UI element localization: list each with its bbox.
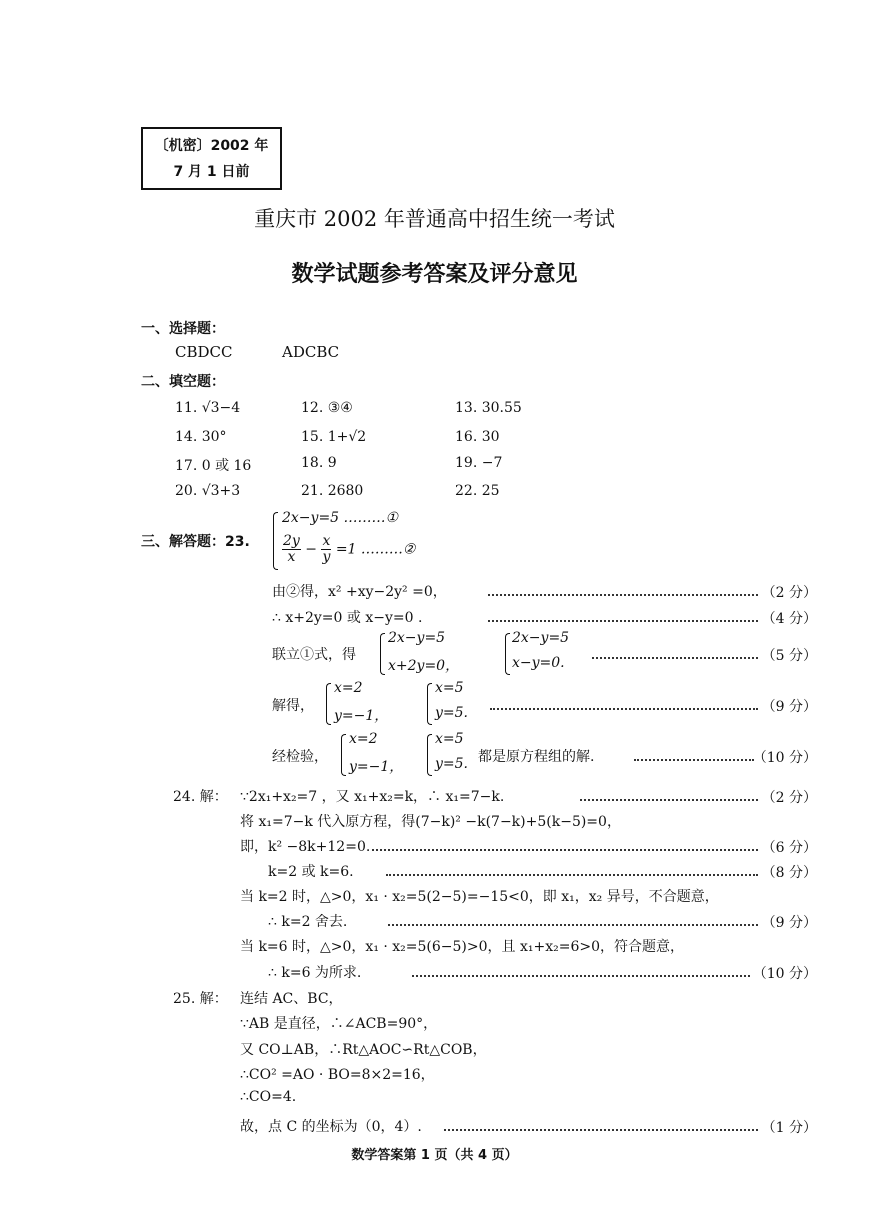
minus-sign: − — [305, 541, 318, 558]
system-eq: y=5. — [435, 705, 468, 721]
leader-dots — [592, 657, 758, 659]
q25-label: 25. 解： — [173, 991, 228, 1007]
q25-line: ∵AB 是直径，∴∠ACB=90°， — [240, 1016, 438, 1032]
score: （1 分） — [761, 1120, 817, 1136]
fill-answer: 21. 2680 — [301, 483, 364, 499]
q23-step4-label: 解得， — [272, 698, 314, 714]
page-footer: 数学答案第 1 页（共 4 页） — [351, 1148, 518, 1163]
frac-den: x — [287, 549, 296, 565]
q24-line: 将 x₁=7−k 代入原方程，得(7−k)² −k(7−k)+5(k−5)=0， — [240, 814, 621, 830]
score: （2 分） — [761, 585, 817, 601]
system-eq: y=−1， — [334, 708, 389, 724]
leader-dots — [634, 759, 754, 761]
section1-heading: 一、选择题： — [141, 321, 225, 337]
fill-answer: 16. 30 — [455, 429, 500, 445]
system-brace — [326, 683, 331, 725]
score: （9 分） — [761, 699, 817, 715]
leader-dots — [412, 975, 750, 977]
fill-answer: 13. 30.55 — [455, 400, 522, 416]
system-brace — [380, 633, 385, 675]
q25-line: 故，点 C 的坐标为（0，4）. — [240, 1119, 422, 1135]
system-brace — [427, 683, 432, 725]
fill-answer: 14. 30° — [175, 429, 227, 445]
score: （6 分） — [761, 840, 817, 856]
system-brace — [505, 633, 510, 675]
leader-dots — [580, 799, 758, 801]
choice-answers-a: CBDCC — [175, 343, 233, 361]
system-eq: x=5 — [435, 680, 464, 696]
section2-heading: 二、填空题： — [141, 374, 225, 390]
q23-step2: ∴ x+2y=0 或 x−y=0 . — [272, 610, 423, 626]
system-eq: x=2 — [349, 731, 378, 747]
q25-line: ∴CO=4. — [240, 1089, 297, 1105]
q24-line: ∴ k=6 为所求. — [268, 965, 362, 981]
q24-line: k=2 或 k=6. — [268, 864, 354, 880]
q23-step5-tail: 都是原方程组的解. — [478, 749, 595, 765]
q23-step1: 由②得，x² +xy−2y² =0， — [272, 584, 447, 600]
fill-answer: 20. √3+3 — [175, 483, 241, 499]
fill-answer: 19. −7 — [455, 455, 503, 471]
system-eq: x=5 — [435, 731, 464, 747]
score: （10 分） — [752, 966, 817, 982]
confidential-stamp — [141, 127, 282, 190]
score: （8 分） — [761, 865, 817, 881]
score: （2 分） — [761, 790, 817, 806]
leader-dots — [372, 849, 758, 851]
fill-answer: 18. 9 — [301, 455, 337, 471]
q24-line: 即，k² −8k+12=0. — [240, 839, 371, 855]
system-eq: x=2 — [334, 680, 363, 696]
leader-dots — [488, 620, 758, 622]
system-eq: 2x−y=5 — [388, 630, 446, 646]
fill-answer: 22. 25 — [455, 483, 500, 499]
eq-rest: =1 ………② — [335, 541, 416, 558]
frac-den: y — [322, 549, 331, 565]
q25-line: ∴CO² =AO · BO=8×2=16， — [240, 1067, 435, 1083]
fill-answer: 17. 0 或 16 — [175, 458, 252, 474]
q23-system-eq1: 2x−y=5 ………① — [282, 510, 399, 526]
stamp-line-1: 〔机密〕2002 年 — [154, 138, 269, 154]
fill-answer: 11. √3−4 — [175, 400, 241, 416]
system-brace — [273, 512, 278, 570]
system-brace — [427, 734, 432, 776]
q23-system-eq2 — [282, 534, 415, 565]
system-eq: y=5. — [435, 756, 468, 772]
section3-heading: 三、解答题：23. — [141, 534, 250, 550]
choice-answers-b: ADCBC — [282, 343, 340, 361]
fill-answer: 12. ③④ — [301, 400, 353, 416]
q23-step3-label: 联立①式，得 — [272, 647, 356, 663]
system-eq: x+2y=0， — [388, 658, 460, 674]
score: （4 分） — [761, 611, 817, 627]
leader-dots — [490, 708, 758, 710]
score: （10 分） — [752, 750, 817, 766]
score: （9 分） — [761, 915, 817, 931]
fill-answer: 15. 1+√2 — [301, 429, 367, 445]
score: （5 分） — [761, 648, 817, 664]
leader-dots — [488, 594, 758, 596]
leader-dots — [444, 1129, 758, 1131]
q25-line: 连结 AC、BC， — [240, 991, 343, 1007]
document-title: 重庆市 2002 年普通高中招生统一考试 — [254, 207, 615, 231]
system-eq: 2x−y=5 — [512, 630, 570, 646]
frac-num: x — [322, 533, 331, 549]
q24-line: ∴ k=2 舍去. — [268, 914, 348, 930]
leader-dots — [388, 924, 758, 926]
frac-num: 2y — [283, 533, 300, 549]
document-subtitle: 数学试题参考答案及评分意见 — [291, 262, 578, 287]
q24-line: 当 k=2 时，△>0，x₁ · x₂=5(2−5)=−15<0，即 x₁，x₂ 异号，不合题意， — [240, 889, 719, 905]
q24-line: 当 k=6 时，△>0，x₁ · x₂=5(6−5)>0，且 x₁+x₂=6>0，符合题意， — [240, 939, 685, 955]
leader-dots — [386, 874, 758, 876]
q25-line: 又 CO⊥AB，∴Rt△AOC∽Rt△COB， — [240, 1042, 487, 1058]
q24-label: 24. 解： — [173, 789, 228, 805]
system-brace — [341, 734, 346, 776]
system-eq: y=−1， — [349, 759, 404, 775]
q24-line: ∵2x₁+x₂=7 ，又 x₁+x₂=k，∴ x₁=7−k. — [240, 789, 505, 805]
system-eq: x−y=0. — [512, 655, 565, 671]
stamp-line-2: 7 月 1 日前 — [173, 164, 250, 180]
q23-step5-label: 经检验， — [272, 749, 328, 765]
